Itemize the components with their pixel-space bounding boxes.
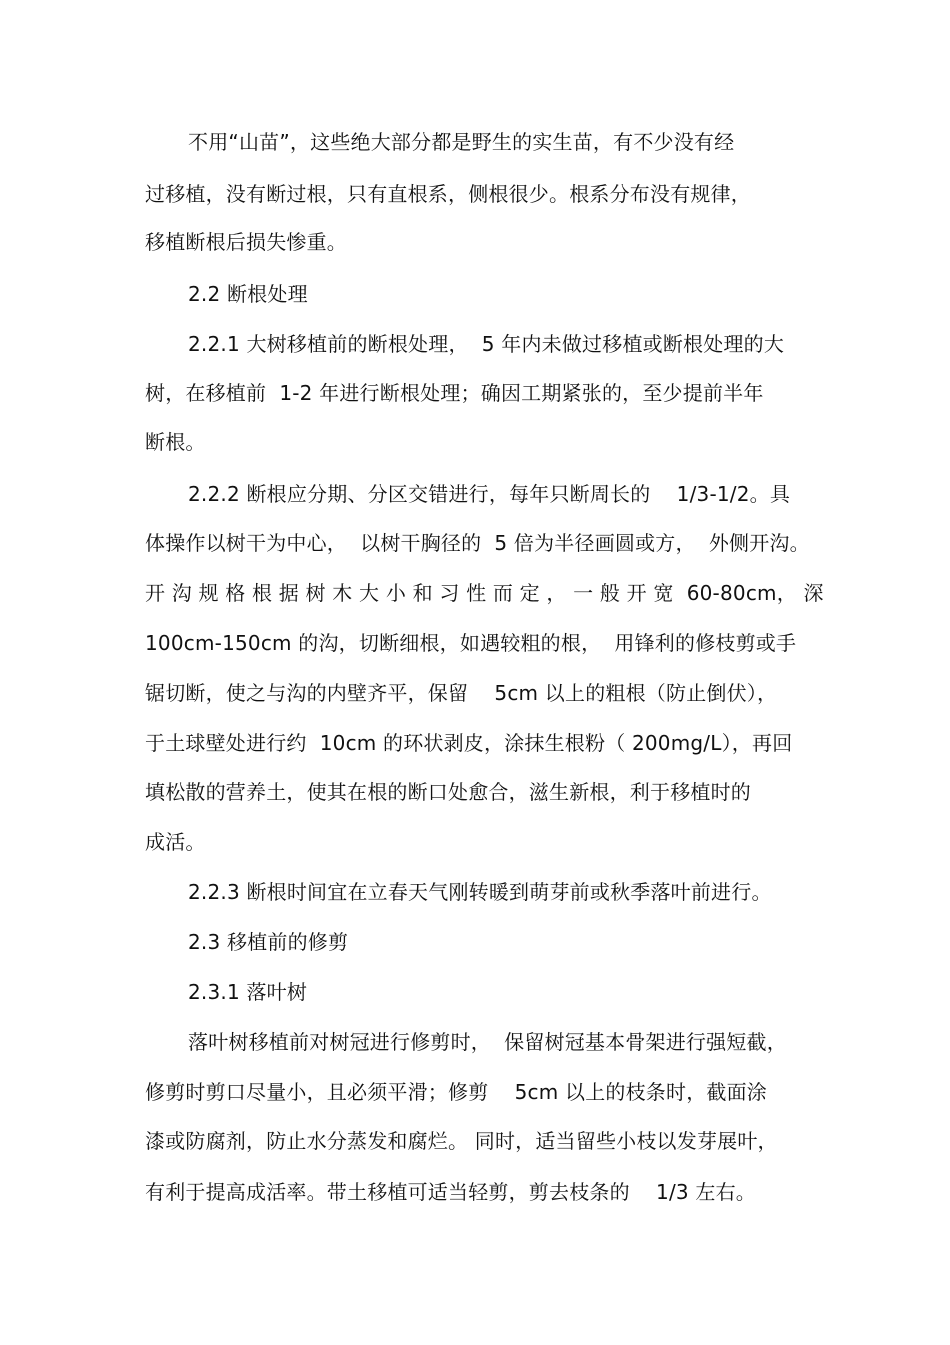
text-line: 树，在移植前 1-2 年进行断根处理；确因工期紧张的，至少提前半年 — [145, 381, 764, 405]
text-line: 2.2.3 断根时间宜在立春天气刚转暖到萌芽前或秋季落叶前进行。 — [188, 880, 772, 904]
text-line: 漆或防腐剂，防止水分蒸发和腐烂。 同时，适当留些小枝以发芽展叶， — [145, 1129, 778, 1153]
text-line: 2.2.1 大树移植前的断根处理， 5 年内未做过移植或断根处理的大 — [188, 332, 785, 356]
text-line: 100cm-150cm 的沟，切断细根，如遇较粗的根， 用锋利的修枝剪或手 — [145, 631, 797, 655]
text-line: 锯切断，使之与沟的内壁齐平，保留 5cm 以上的粗根（防止倒伏）， — [145, 681, 778, 705]
text-line: 成活。 — [145, 830, 206, 854]
text-line: 体操作以树干为中心， 以树干胸径的 5 倍为半径画圆或方， 外侧开沟。 — [145, 531, 810, 555]
text-line: 开 沟 规 格 根 据 树 木 大 小 和 习 性 而 定 ， 一 般 开 宽 60-80cm， 深 — [145, 581, 824, 605]
subsection-heading: 2.3.1 落叶树 — [188, 980, 308, 1004]
text-line: 移植断根后损失惨重。 — [145, 230, 347, 254]
text-line: 2.2.2 断根应分期、分区交错进行，每年只断周长的 1/3-1/2。具 — [188, 482, 791, 506]
section-heading: 2.2 断根处理 — [188, 282, 308, 306]
text-line: 修剪时剪口尽量小，且必须平滑；修剪 5cm 以上的枝条时，截面涂 — [145, 1080, 767, 1104]
text-line: 填松散的营养土，使其在根的断口处愈合，滋生新根，利于移植时的 — [145, 780, 751, 804]
text-line: 落叶树移植前对树冠进行修剪时， 保留树冠基本骨架进行强短截， — [188, 1030, 787, 1054]
section-heading: 2.3 移植前的修剪 — [188, 930, 349, 954]
text-line: 断根。 — [145, 430, 206, 454]
text-line: 过移植，没有断过根，只有直根系，侧根很少。根系分布没有规律， — [145, 182, 751, 206]
text-line: 不用“山苗”，这些绝大部分都是野生的实生苗，有不少没有经 — [188, 130, 735, 154]
text-line: 于土球壁处进行约 10cm 的环状剥皮，涂抹生根粉（ 200mg/L），再回 — [145, 731, 793, 755]
text-line: 有利于提高成活率。带土移植可适当轻剪，剪去枝条的 1/3 左右。 — [145, 1180, 756, 1204]
